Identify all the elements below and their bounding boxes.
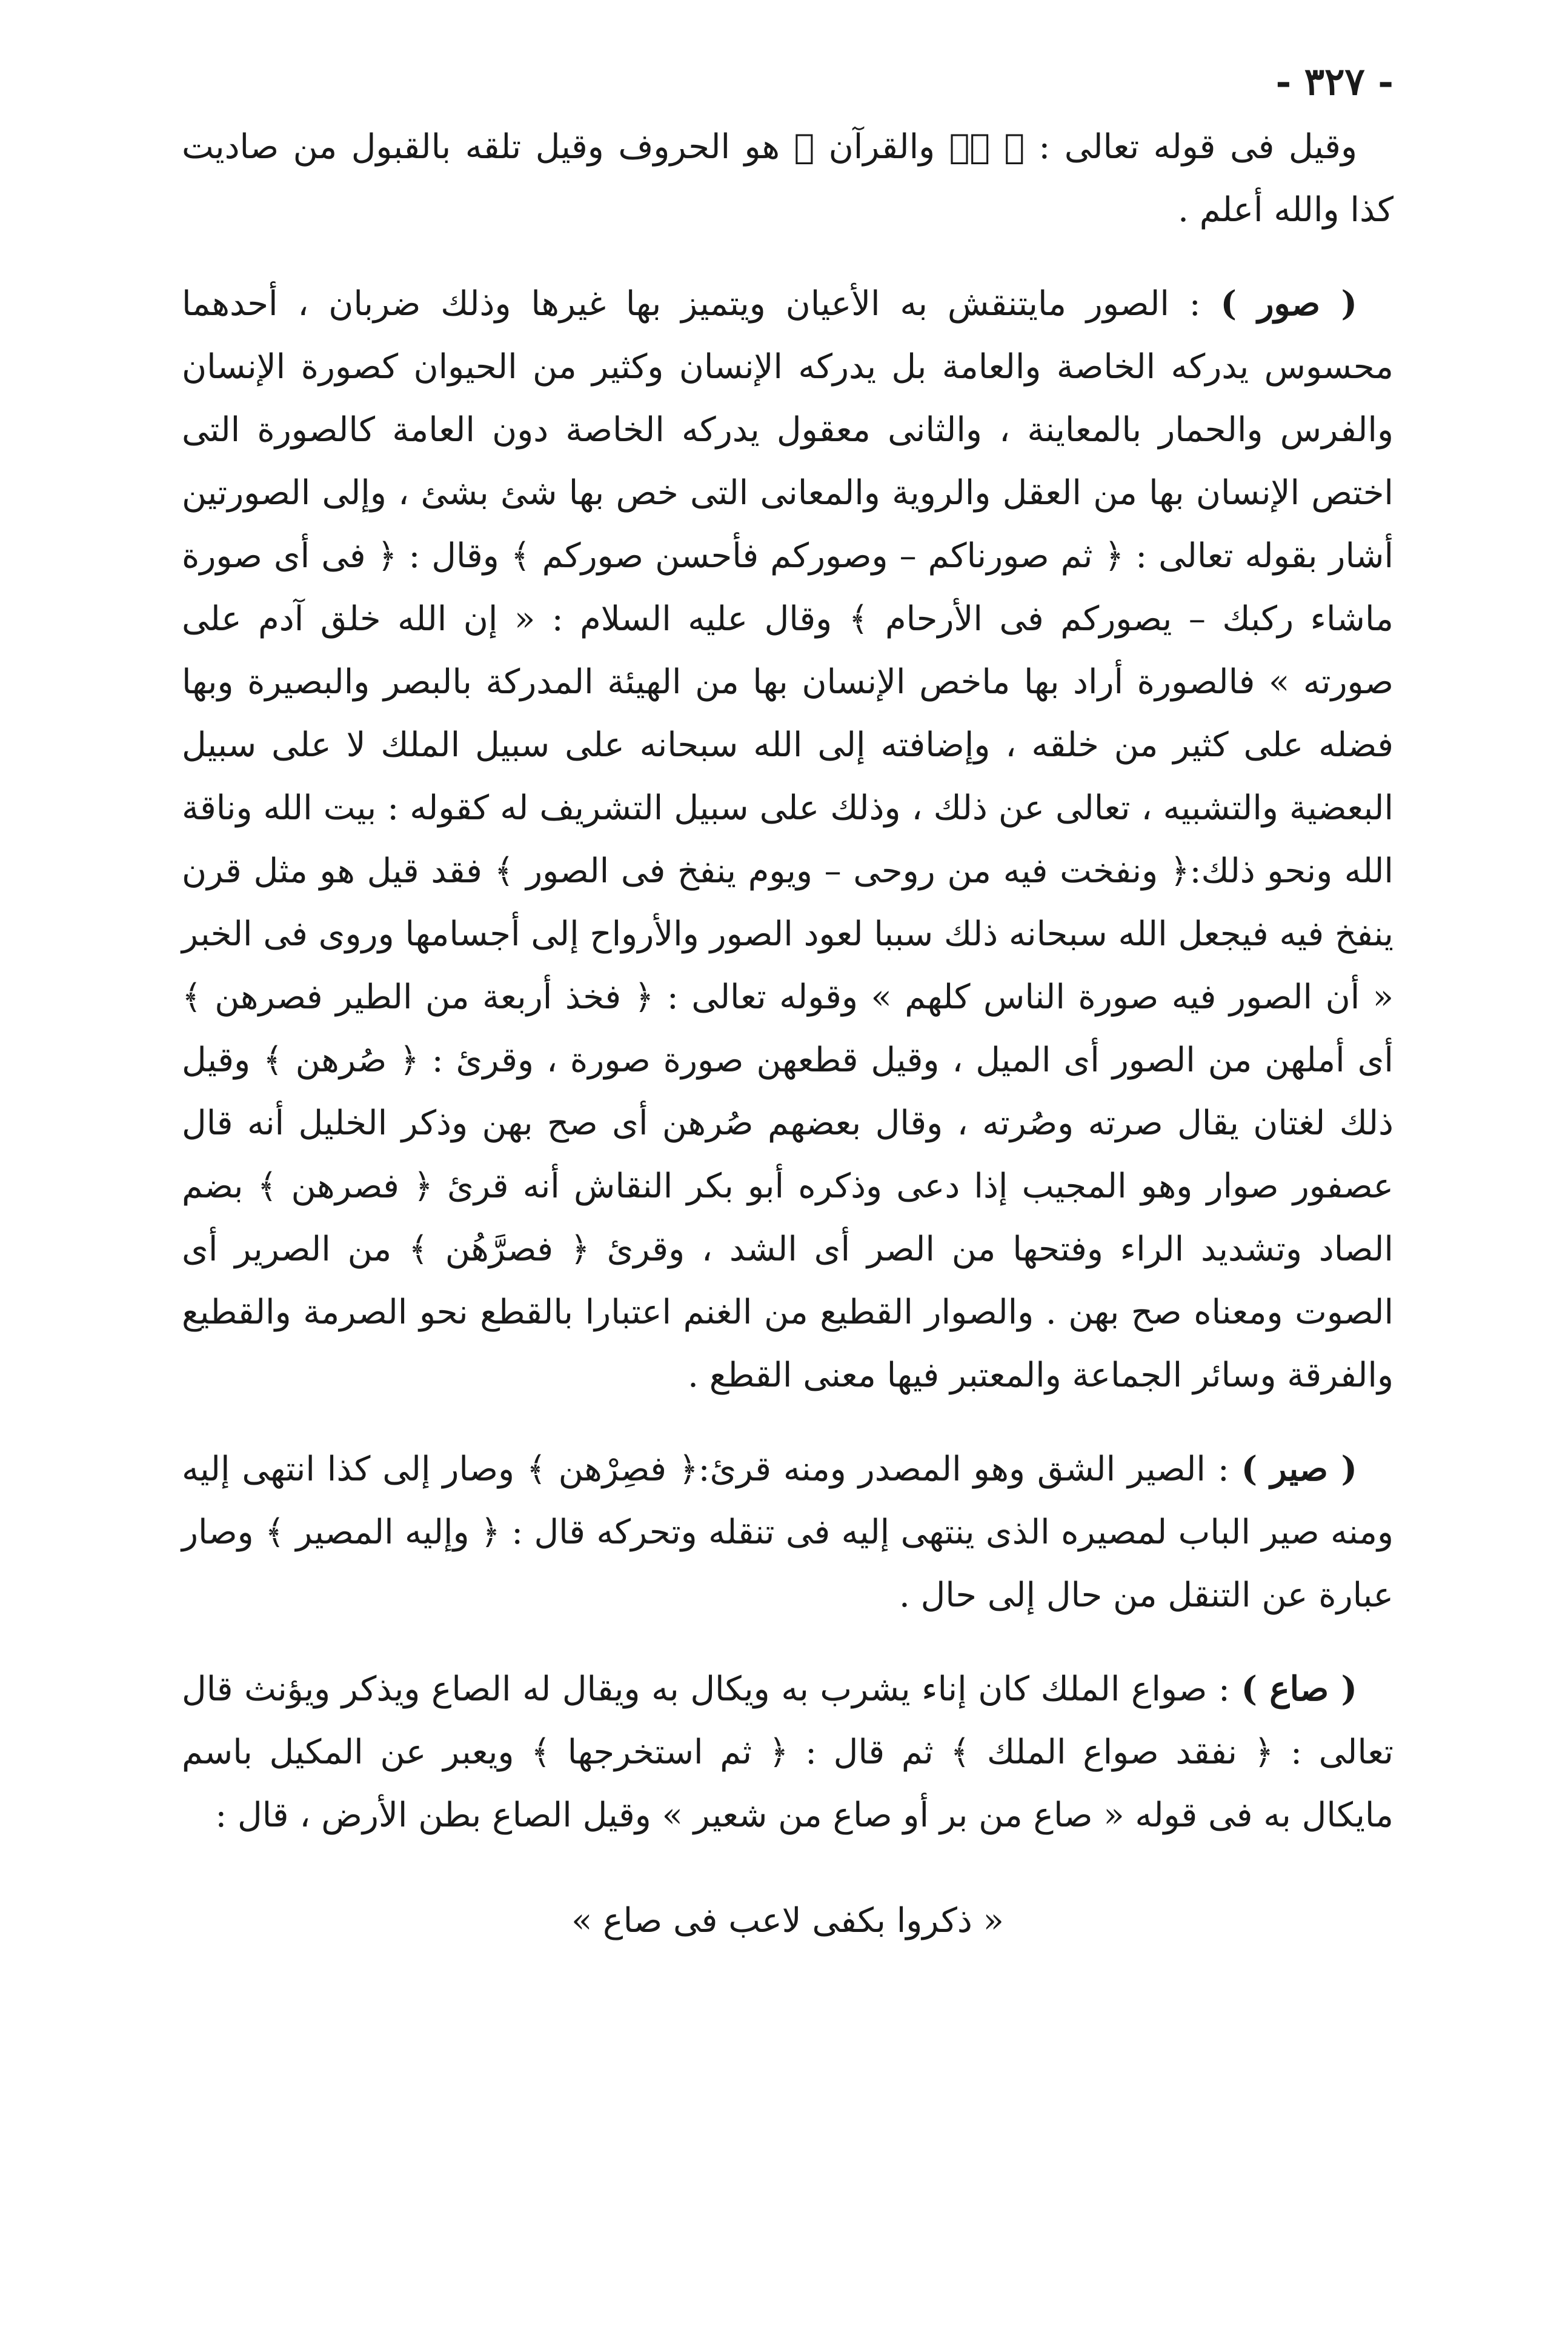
entry-sayr [182,1437,1394,1627]
entry-heading-sayr: ( صير ) [1241,1449,1357,1489]
entry-text-sayr: : الصير الشق وهو المصدر ومنه قرئ:﴿ فصِرْهن ﴾ وصار إلى كذا انتهى إليه ومنه صير الباب لمصيره الذى ينتهى إليه فى تنقله وتحركه قال : ﴿ وإليه المصير ﴾ وصار عبارة عن التنقل من حال إلى حال . [182,1450,1394,1615]
entry-heading-saa: ( صاع ) [1241,1669,1357,1709]
paragraph-saad-quran [182,115,1394,242]
paragraph-text: وقيل فى قوله تعالى : ﴿ صۤ والقرآن ﴾ هو الحروف وقيل تلقه بالقبول من صاديت كذا والله أعلم . [182,127,1394,230]
entry-text-sawr: : الصور مايتنقش به الأعيان ويتميز بها غيرها وذلك ضربان ، أحدهما محسوس يدركه الخاصة والعامة بل يدركه الإنسان وكثير من الحيوان كصورة الإنسان والفرس والحمار بالمعاينة ، والثانى معقول يدركه الخاصة دون العامة كالصورة التى اختص الإنسان بها من العقل والروية والمعانى التى خص بها شئ بشئ ، وإلى الصورتين أشار بقوله تعالى : ﴿ ثم صورناكم – وصوركم فأحسن صوركم ﴾ وقال : ﴿ فى أى صورة ماشاء ركبك – يصوركم فى الأرحام ﴾ وقال عليه السلام : « إن الله خلق آدم على صورته » فالصورة أراد بها ماخص الإنسان بها من الهيئة المدركة بالبصر والبصيرة وبها فضله على كثير من خلقه ، وإضافته إلى الله سبحانه على سبيل الملك لا على سبيل البعضية والتشبيه ، تعالى عن ذلك ، وذلك على سبيل التشريف له كقوله : بيت الله وناقة الله ونحو ذلك:﴿ ونفخت فيه من روحى – ويوم ينفخ فى الصور ﴾ فقد قيل هو مثل قرن ينفخ فيه فيجعل الله سبحانه ذلك سببا لعود الصور والأرواح إلى أجسامها وروى فى الخبر « أن الصور فيه صورة الناس كلهم » وقوله تعالى : ﴿ فخذ أربعة من الطير فصرهن ﴾ أى أملهن من الصور أى الميل ، وقيل قطعهن صورة صورة ، وقرئ : ﴿ صُرهن ﴾ وقيل ذلك لغتان يقال صرته وصُرته ، وقال بعضهم صُرهن أى صح بهن وذكر الخليل أنه قال عصفور صوار وهو المجيب إذا دعى وذكره أبو بكر النقاش أنه قرئ ﴿ فصرهن ﴾ بضم الصاد وتشديد الراء وفتحها من الصر أى الشد ، وقرئ ﴿ فصرَّهُن ﴾ من الصرير أى الصوت ومعناه صح بهن . والصوار القطيع من الغنم اعتبارا بالقطع نحو الصرمة والقطيع والفرقة وسائر الجماعة والمعتبر فيها معنى القطع . [182,284,1394,1395]
book-page [182,55,1394,2285]
entry-sawr [182,272,1394,1407]
entry-saa [182,1657,1394,1847]
entry-heading-sawr: ( صور ) [1220,284,1358,324]
poetry-verse: « ذكروا بكفى لاعب فى صاع » [571,1901,1004,1940]
entry-text-saa: : صواع الملك كان إناء يشرب به ويكال به ويقال له الصاع ويذكر ويؤنث قال تعالى : ﴿ نفقد صواع الملك ﴾ ثم قال : ﴿ ثم استخرجها ﴾ ويعبر عن المكيل باسم مايكال به فى قوله « صاع من بر أو صاع من شعير » وقيل الصاع بطن الأرض ، قال : [182,1670,1394,1835]
page-number: - ٣٢٧ - [1275,59,1394,104]
